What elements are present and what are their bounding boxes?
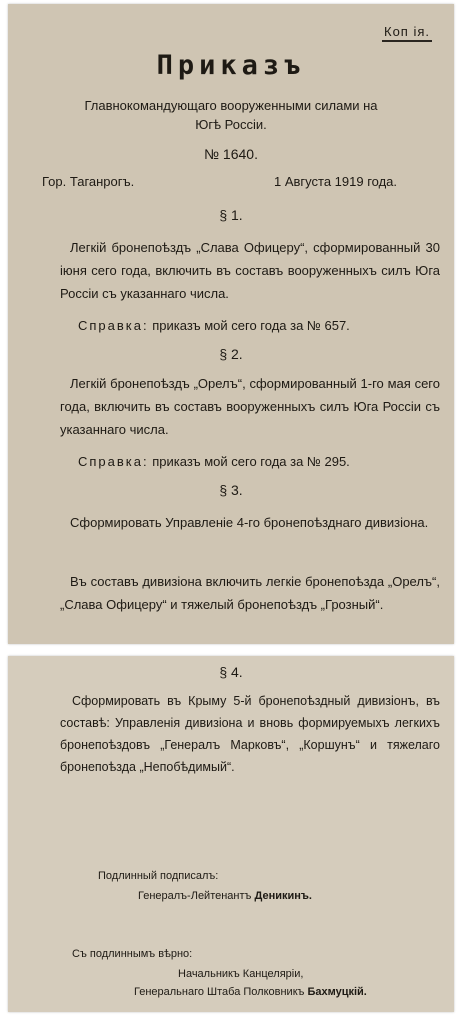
signer-line [138, 890, 312, 902]
section-2-heading: § 2. [219, 346, 243, 362]
chief-rank: Генеральнаго Штаба Полковникъ [134, 986, 305, 998]
section-4-heading: § 4. [219, 664, 243, 680]
chief-line [134, 986, 367, 998]
issuer-line-1: Главнокомандующаго вооруженными силами на [84, 98, 378, 113]
signer-rank: Генералъ-Лейтенантъ [138, 890, 252, 902]
section-1-reference [78, 318, 350, 333]
section-3-text-1: Сформировать Управленіе 4-го бронепоѣзднаго дивизіона. [70, 515, 429, 530]
document-page-2 [8, 656, 454, 1012]
section-1-text: Легкій бронепоѣздъ „Слава Офицеру“, сформированный 30 іюня сего года, включить въ составъ вооруженныхъ силъ Юга Россіи съ указаннаго числа. [60, 240, 440, 301]
document-page-1 [8, 4, 454, 644]
copy-stamp: Коп ія. [382, 24, 432, 42]
issuer-line-2: Югѣ Россіи. [195, 117, 267, 132]
section-2-text: Легкій бронепоѣздъ „Орелъ“, сформированный 1-го мая сего года, включить въ составъ вооруженныхъ силъ Юга Россіи съ указаннаго числа. [60, 376, 440, 437]
reference-text: приказъ мой сего года за № 657. [152, 318, 350, 333]
section-3-text-2: Въ составъ дивизіона включить легкіе бронепоѣзда „Орелъ“, „Слава Офицеру“ и тяжелый бронепоѣздъ „Грозный“. [60, 574, 440, 612]
section-2-reference [78, 454, 350, 469]
order-number: № 1640. [204, 146, 258, 162]
signer-name: Деникинъ. [254, 890, 312, 902]
reference-label: Справка: [78, 454, 149, 469]
chief-title: Начальникъ Канцеляріи, [178, 968, 304, 980]
reference-text: приказъ мой сего года за № 295. [152, 454, 350, 469]
section-3-heading: § 3. [219, 482, 243, 498]
order-city: Гор. Таганрогъ. [42, 174, 135, 189]
section-1-heading: § 1. [219, 207, 243, 223]
document-title: Приказъ [156, 50, 306, 81]
true-copy-label: Съ подлиннымъ вѣрно: [72, 948, 193, 960]
reference-label: Справка: [78, 318, 149, 333]
section-4-text: Сформировать въ Крыму 5-й бронепоѣздный дивизіонъ, въ составѣ: Управленія дивизіона и вновь формируемыхъ легкихъ бронепоѣздовъ „Генералъ Марковъ“, „Коршунъ“ и тяжелаго бронепоѣзда „Непобѣдимый“. [60, 694, 440, 774]
signed-label: Подлинный подписалъ: [98, 870, 219, 882]
order-date: 1 Августа 1919 года. [274, 174, 398, 189]
chief-name: Бахмуцкій. [307, 986, 367, 998]
